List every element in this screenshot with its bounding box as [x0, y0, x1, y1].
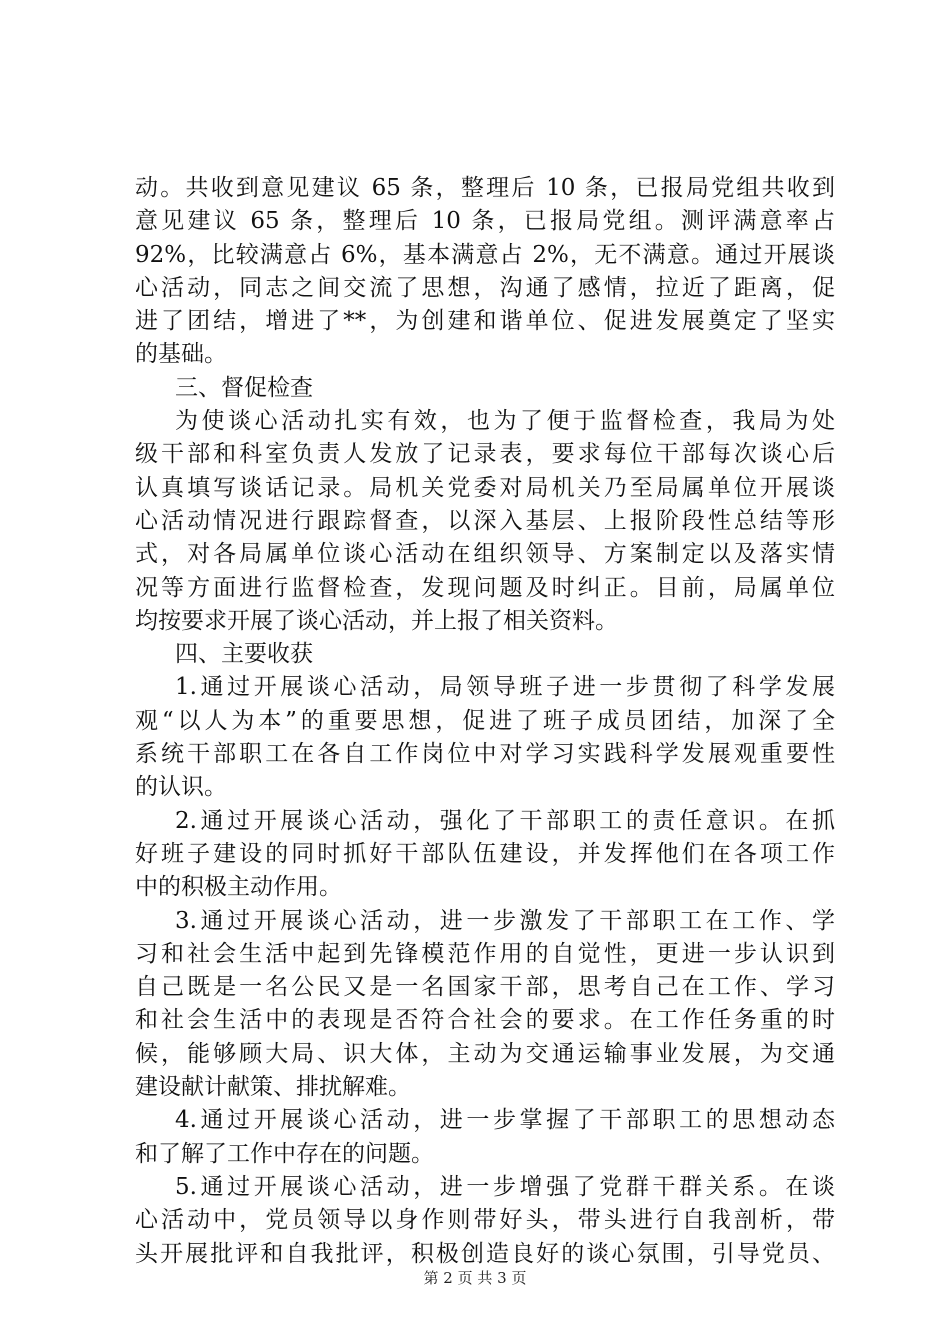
text-line: 式，对各局属单位谈心活动在组织领导、方案制定以及落实情: [135, 541, 835, 568]
text-line: 心活动情况进行跟踪督查，以深入基层、上报阶段性总结等形: [135, 507, 835, 534]
text-line: 和社会生活中的表现是否符合社会的要求。在工作任务重的时: [135, 1007, 835, 1034]
text-line: 进了团结，增进了**，为创建和谐单位、促进发展奠定了坚实: [135, 308, 835, 335]
text-line: 动。共收到意见建议 65 条，整理后 10 条，已报局党组共收到: [135, 175, 835, 201]
text-line: 头开展批评和自我批评，积极创造良好的谈心氛围，引导党员、: [135, 1240, 835, 1267]
text-line: 四、主要收获: [175, 641, 313, 668]
text-line: 意见建议 65 条，整理后 10 条，已报局党组。测评满意率占: [135, 208, 835, 235]
text-line: 三、督促检查: [175, 374, 313, 401]
text-line: 4.通过开展谈心活动，进一步掌握了干部职工的思想动态: [175, 1107, 835, 1134]
text-line: 习和社会生活中起到先锋模范作用的自觉性，更进一步认识到: [135, 940, 835, 967]
text-line: 为使谈心活动扎实有效，也为了便于监督检查，我局为处: [175, 408, 835, 435]
text-line: 心活动中，党员领导以身作则带好头，带头进行自我剖析，带: [135, 1207, 835, 1234]
text-line: 1.通过开展谈心活动，局领导班子进一步贯彻了科学发展: [175, 674, 835, 701]
text-line: 均按要求开展了谈心活动，并上报了相关资料。: [135, 607, 618, 634]
text-line: 5.通过开展谈心活动，进一步增强了党群干群关系。在谈: [175, 1173, 835, 1200]
text-line: 认真填写谈话记录。局机关党委对局机关乃至局属单位开展谈: [135, 474, 835, 501]
text-line: 的基础。: [135, 341, 227, 368]
text-line: 好班子建设的同时抓好干部队伍建设，并发挥他们在各项工作: [135, 840, 835, 867]
page-footer: 第 2 页 共 3 页: [423, 1269, 527, 1287]
text-line: 建设献计献策、排扰解难。: [135, 1074, 411, 1101]
text-line: 92%，比较满意占 6%，基本满意占 2%，无不满意。通过开展谈: [135, 241, 835, 268]
text-line: 候，能够顾大局、识大体，主动为交通运输事业发展，为交通: [135, 1040, 835, 1067]
text-line: 中的积极主动作用。: [135, 874, 342, 901]
text-line: 心活动，同志之间交流了思想，沟通了感情，拉近了距离，促: [135, 274, 835, 301]
text-line: 级干部和科室负责人发放了记录表，要求每位干部每次谈心后: [135, 441, 835, 468]
document-body: [135, 172, 835, 1271]
text-line: 观“以人为本”的重要思想，促进了班子成员团结，加深了全: [135, 707, 835, 734]
text-line: 况等方面进行监督检查，发现问题及时纠正。目前，局属单位: [135, 574, 835, 601]
text-line: 和了解了工作中存在的问题。: [135, 1140, 434, 1167]
text-line: 自己既是一名公民又是一名国家干部，思考自己在工作、学习: [135, 974, 835, 1001]
text-line: 3.通过开展谈心活动，进一步激发了干部职工在工作、学: [175, 907, 835, 934]
text-line: 2.通过开展谈心活动，强化了干部职工的责任意识。在抓: [175, 807, 835, 834]
text-line: 的认识。: [135, 774, 227, 801]
text-line: 系统干部职工在各自工作岗位中对学习实践科学发展观重要性: [135, 741, 835, 768]
